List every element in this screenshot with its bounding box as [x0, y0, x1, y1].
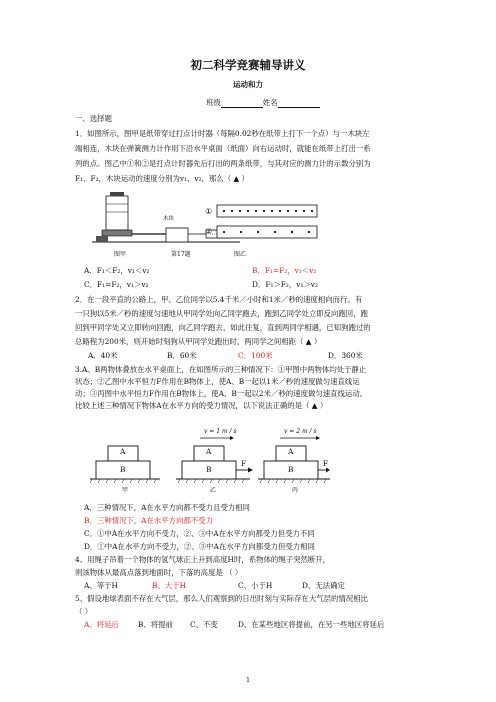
tape-dot — [271, 210, 273, 212]
paper-tape-figure — [216, 204, 320, 240]
q2-line: 一只狗以5米／秒的速度匀速地从甲同学处向乙同学跑去，跑到乙同学处立即反向跑回，跑 — [75, 309, 368, 318]
question-number-label: 第17题 — [171, 251, 191, 258]
class-name-line — [206, 98, 320, 108]
q2-option-c: C．100米 — [238, 351, 273, 360]
q1-option-b: B．F₁=F₂，v₁＜v₂ — [252, 266, 317, 275]
tape-dot — [303, 210, 305, 212]
q4-option-a: A、等于H — [84, 581, 118, 590]
q1-line: 端相连，木块在弹簧测力计作用下沿水平桌面（纸面）向右运动时，就能在纸带上打出一系 — [75, 144, 371, 153]
figure-yi-label: 乙 — [210, 487, 217, 494]
q3-line: 动；③丙图中水平恒力F作用在B物体上，使A、B一起以2米／秒的速度做匀速直线运动。 — [75, 389, 368, 398]
tape-dot — [223, 210, 225, 212]
tape-dot — [295, 210, 297, 212]
name-label: 姓名 — [262, 98, 278, 107]
block-b-label: B — [206, 465, 212, 474]
q3-line: 3.A、B两物体叠放在水平桌面上，在如图所示的三种情况下：①甲图中两物体均处于静止 — [75, 365, 367, 374]
q2-line: 总路程为200米，则开始时刻狗从甲同学处跑出时，两同学之间相距（ ▲ ） — [75, 337, 322, 346]
q4-option-c: C、小于H — [238, 581, 273, 590]
q4-line: 4、用绳子吊着一个物体的氢气球正上升到高度H时，系物体的绳子突然断开， — [75, 555, 331, 564]
q4-option-b: B、大于H — [152, 581, 187, 590]
tape-dot — [231, 210, 233, 212]
tape-2-marker: ② — [205, 227, 213, 236]
velocity-1-label: v = 1 m / s — [204, 428, 237, 435]
q3-line: 比较上述三种情况下物体A在水平方向的受力情况，以下说法正确的是（ ▲ ） — [75, 401, 328, 410]
wood-block-label: 木块 — [163, 216, 175, 222]
page-subtitle: 运动和力 — [233, 80, 263, 89]
tape-dot — [263, 210, 265, 212]
tape-dot — [279, 210, 281, 212]
block-b-label: B — [288, 465, 294, 474]
q5-option-d: D、在某些地区将提前，在另一些地区将延后 — [238, 620, 385, 629]
q1-line: 1．如图所示，图甲是纸带穿过打点计时器（每隔0.02秒在纸带上打下一个点）与一木块左 — [75, 129, 370, 138]
figure-jia-label: 图甲 — [114, 251, 127, 258]
q2-line: 2．在一段平直的公路上，甲、乙位同学以5.4千米／小时和1米／秒的速度相向而行。有 — [75, 295, 363, 304]
tape-dot — [308, 231, 310, 233]
tape-dot — [239, 210, 241, 212]
q2-option-a: A．40米 — [88, 351, 118, 360]
page-number: 1 — [246, 677, 250, 684]
q3-line: 状态；②乙图中水平恒力F作用在B物体上，使A、B一起以1米／秒的速度做匀速直线运 — [75, 377, 360, 386]
tape-1-marker: ① — [205, 207, 213, 216]
q5-line: （ ） — [75, 607, 93, 616]
force-f-label: F — [323, 459, 329, 468]
page-title: 初二科学竞赛辅导讲义 — [190, 58, 306, 72]
tape-dot — [287, 210, 289, 212]
block-b-label: B — [120, 465, 126, 474]
block-a-label: A — [288, 447, 294, 456]
q5-option-c: C、不变 — [190, 620, 218, 629]
tape-dot — [257, 231, 259, 233]
q1-line: 列的点。图乙中①和②是打点计时器先后打出的两条纸带，与其对应的测力计的示数分别为 — [75, 159, 371, 168]
class-label: 班级 — [206, 98, 221, 107]
q2-option-b: B．60米 — [167, 351, 197, 360]
velocity-2-label: v = 2 m / s — [284, 428, 317, 435]
q2-line: 回到甲同学处又立即转向回跑，向乙同学跑去，如此往复，直到两同学相遇，已知狗跑过的 — [75, 323, 371, 332]
section-heading: 一、选择题 — [75, 114, 112, 123]
block-a-label: A — [120, 447, 126, 456]
q5-line: 5、假设地球表面不存在大气层，那么人们观察到的日出时刻与实际存在大气层的情况相比 — [75, 594, 368, 603]
q5-option-a: A、将延后 — [84, 620, 119, 629]
tape-dot — [311, 210, 313, 212]
tape-dot — [247, 210, 249, 212]
q1-option-a: A．F₁＜F₂，v₁＜v₂ — [84, 266, 150, 275]
tape-dot — [291, 231, 293, 233]
tape-dot — [240, 231, 242, 233]
q1-line: F₁、F₂，木块运动的速度分别为v₁、v₂，那么（ ▲ ） — [75, 174, 249, 183]
q3-option-c: C．①中A在水平方向不受力，②、③中A在水平方向都受力但受力不同 — [84, 529, 315, 538]
figure-yi-label: 图乙 — [234, 251, 247, 258]
q3-option-a: A．三种情况下，A在水平方向都不受力且受力相同 — [84, 503, 250, 512]
q1-option-d: D．F₁＞F₂，v₁＞v₂ — [252, 280, 318, 289]
tape-dot — [274, 231, 276, 233]
force-f-label: F — [241, 459, 247, 468]
q4-option-d: D、无法确定 — [302, 581, 345, 590]
q5-option-b: B、将提前 — [138, 620, 173, 629]
block-a-label: A — [206, 447, 212, 456]
q2-option-d: D．360米 — [328, 351, 363, 360]
q3-option-d: D．①中A在水平方向不受力，②、③中A在水平方向都受力但受力相同 — [84, 542, 315, 551]
figure-jia-label: 甲 — [122, 487, 129, 494]
tape-dot — [223, 231, 225, 233]
q1-option-c: C．F₁=F₂，v₁＞v₂ — [84, 280, 149, 289]
q3-option-b: B．三种情况下，A在水平方向都不受力 — [84, 516, 214, 525]
q4-line: 则该物体从最高点落到地面时，下落的高度是 （ ） — [75, 568, 243, 577]
figure-bing-label: 丙 — [292, 487, 299, 494]
tape-dot — [255, 210, 257, 212]
